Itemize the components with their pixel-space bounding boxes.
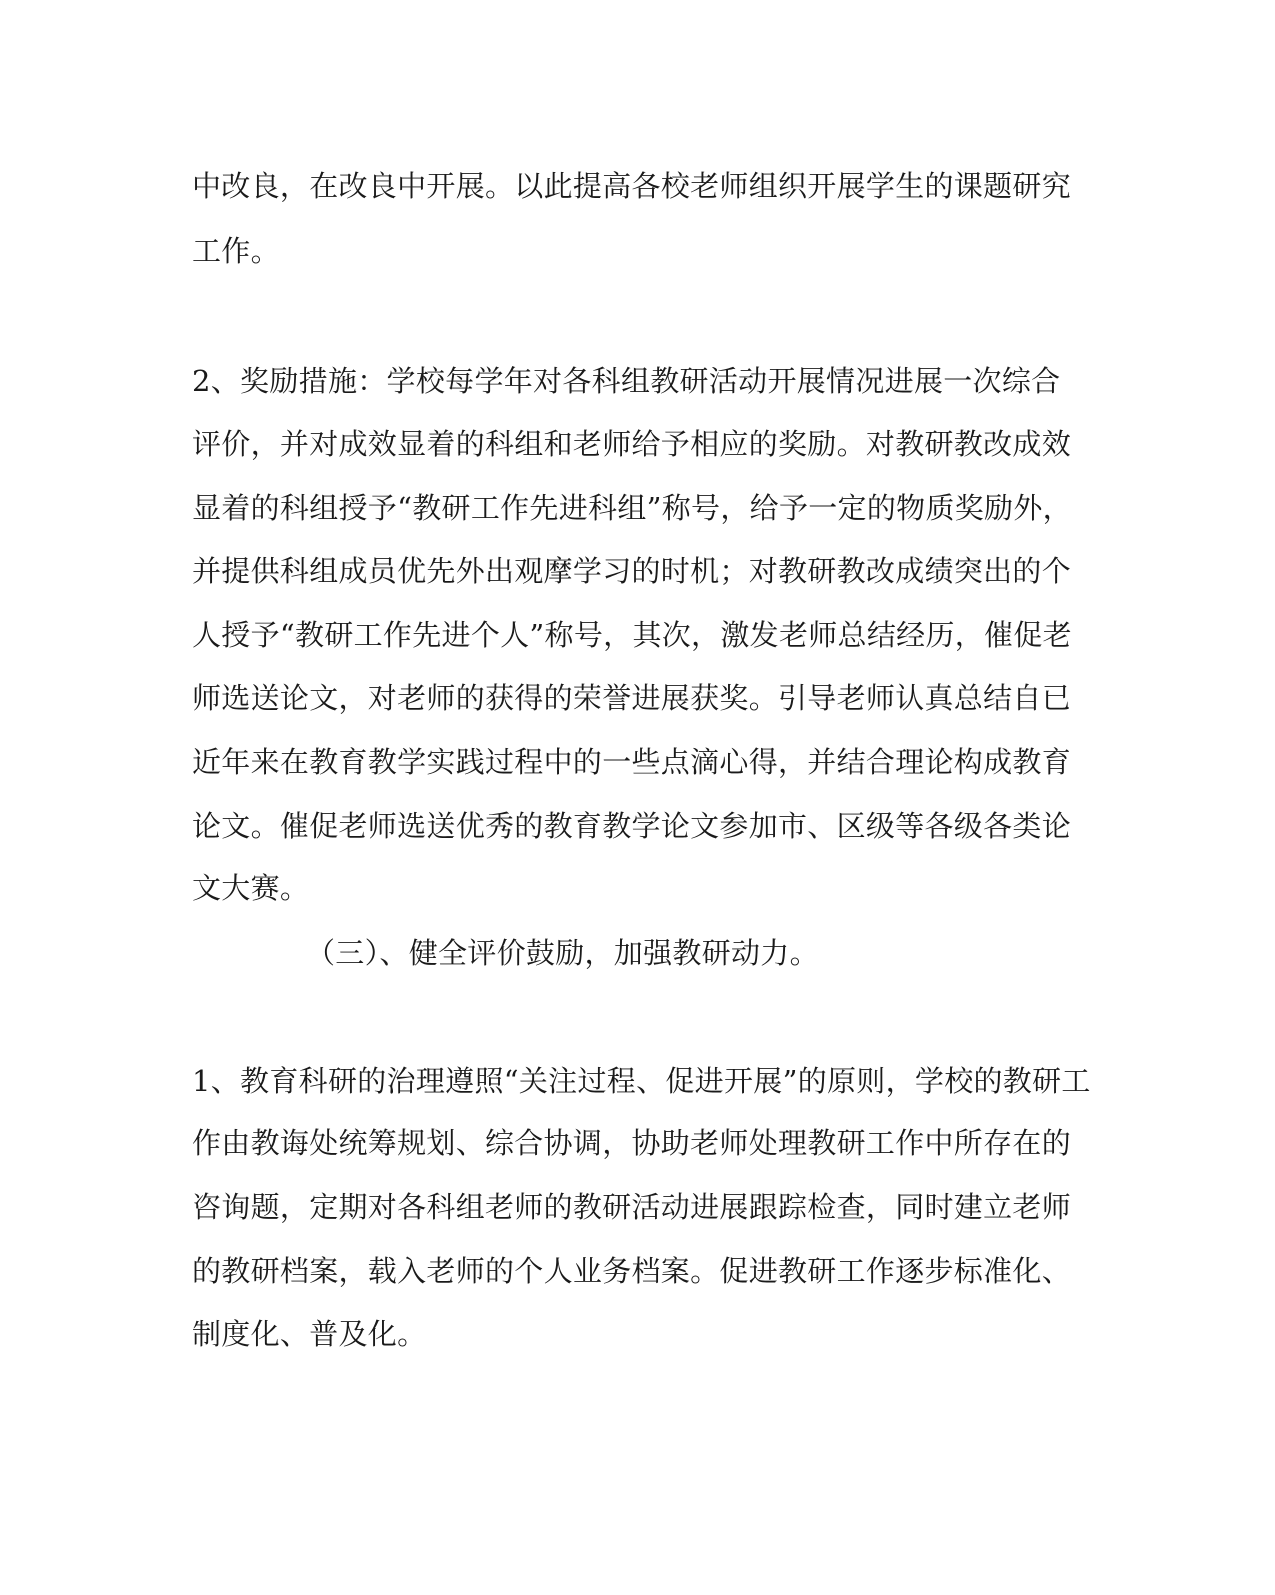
paragraph-line: 并提供科组成员优先外出观摩学习的时机；对教研教改成绩突出的个 xyxy=(192,554,1072,588)
paragraph-line: 论文。催促老师选送优秀的教育教学论文参加市、区级等各级各类论 xyxy=(192,809,1072,843)
paragraph-line: 文大赛。 xyxy=(192,871,310,905)
paragraph-line: 2、奖励措施：学校每学年对各科组教研活动开展情况进展一次综合 xyxy=(192,364,1061,398)
paragraph-line: 1、教育科研的治理遵照“关注过程、促进开展”的原则，学校的教研工 xyxy=(192,1064,1091,1098)
paragraph-line: 近年来在教育教学实践过程中的一些点滴心得，并结合理论构成教育 xyxy=(192,745,1072,779)
paragraph-line: 的教研档案，载入老师的个人业务档案。促进教研工作逐步标准化、 xyxy=(192,1254,1072,1288)
paragraph-line: 显着的科组授予“教研工作先进科组”称号，给予一定的物质奖励外， xyxy=(192,491,1072,525)
paragraph-line: 制度化、普及化。 xyxy=(192,1317,427,1351)
section-heading: （三）、健全评价鼓励，加强教研动力。 xyxy=(306,936,819,970)
paragraph-line: 咨询题，定期对各科组老师的教研活动进展跟踪检查，同时建立老师 xyxy=(192,1190,1072,1224)
paragraph-line: 评价，并对成效显着的科组和老师给予相应的奖励。对教研教改成效 xyxy=(192,427,1072,461)
paragraph-line: 中改良，在改良中开展。以此提高各校老师组织开展学生的课题研究 xyxy=(192,169,1072,203)
paragraph-line: 师选送论文，对老师的获得的荣誉进展获奖。引导老师认真总结自已 xyxy=(192,681,1072,715)
paragraph-line: 工作。 xyxy=(192,234,280,268)
paragraph-line: 作由教诲处统筹规划、综合协调，协助老师处理教研工作中所存在的 xyxy=(192,1126,1072,1160)
paragraph-line: 人授予“教研工作先进个人”称号，其次，激发老师总结经历，催促老 xyxy=(192,618,1072,652)
